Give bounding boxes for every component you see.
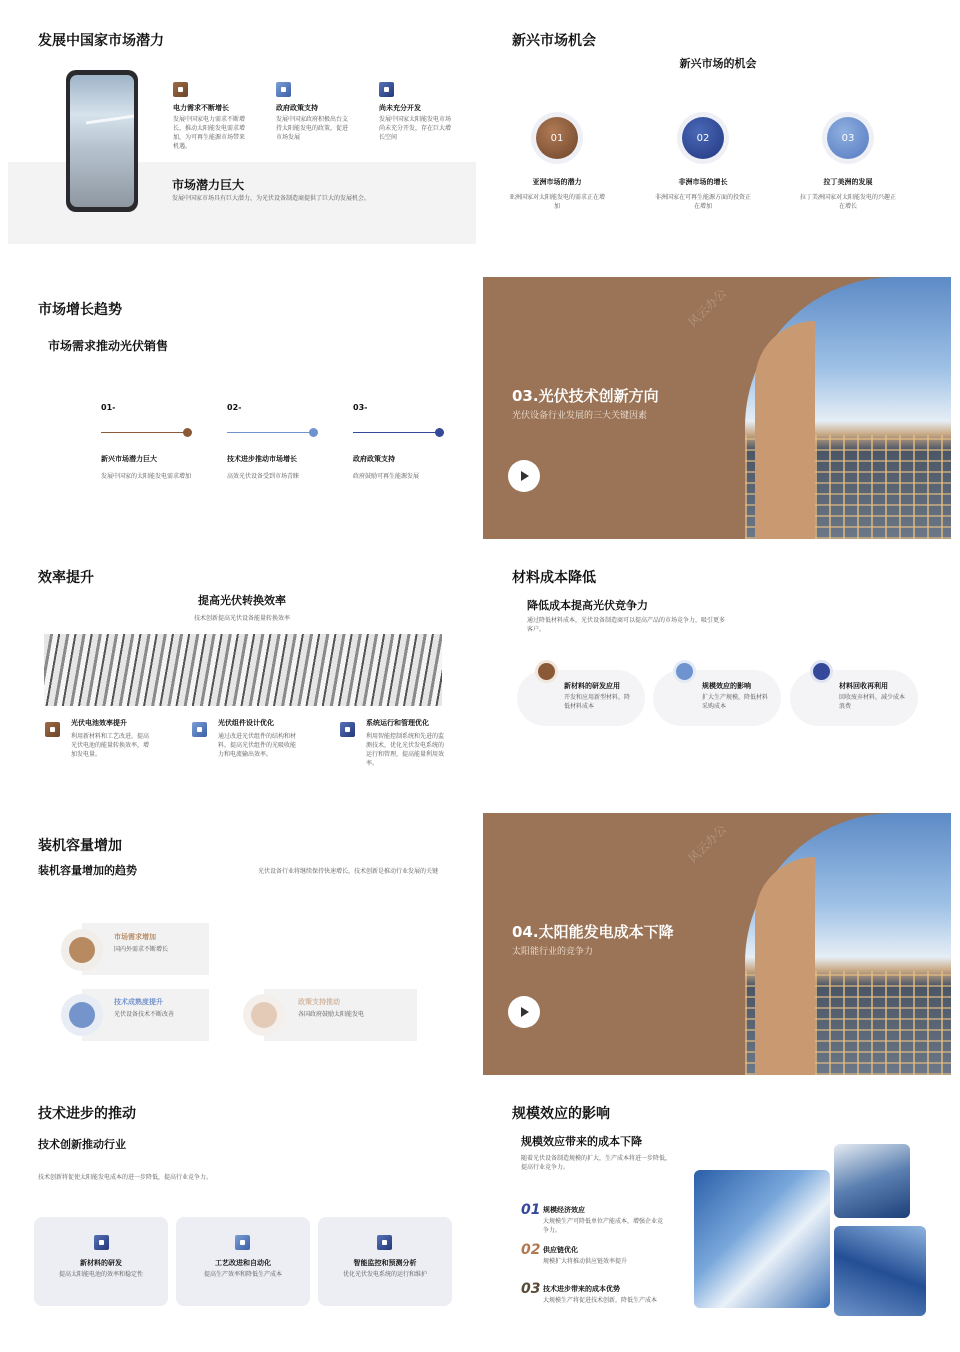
item-title: 光伏组件设计优化 (218, 719, 274, 727)
card-title: 技术成熟度提升 (114, 998, 163, 1006)
card-text: 提高太阳能电池的效率和稳定性 (58, 1271, 143, 1278)
slide-title: 装机容量增加 (38, 838, 122, 854)
item-title: 拉丁美洲的发展 (823, 178, 873, 186)
item-text: 拉丁美洲国家对太阳能发电的兴趣正在增长 (799, 194, 896, 210)
slide-desc: 通过降低材料成本，光伏设备制造商可以提高产品的市场竞争力，吸引更多客户。 (527, 617, 726, 633)
slide-subtitle: 新兴市场的机会 (679, 57, 757, 70)
step-text: 大规模生产可降低单位产能成本，增强企业竞争力。 (543, 1218, 664, 1234)
factory-icon (173, 82, 188, 97)
item-text: 通过改进光伏组件的结构和材料，提高光伏组件的光吸收能力和电流输出效率。 (218, 733, 297, 758)
card-title: 智能监控和预测分析 (353, 1259, 417, 1267)
box-title: 市场潜力巨大 (172, 178, 245, 192)
step-number: 01- (101, 403, 116, 412)
recycle-icon (813, 663, 830, 680)
monitor-icon (340, 722, 355, 737)
timeline-dot (435, 428, 444, 437)
play-button[interactable] (508, 996, 540, 1028)
step-number: 02 (521, 1242, 541, 1258)
card-text: 国内外需求不断增长 (114, 946, 169, 953)
step-number: 01 (521, 1202, 541, 1218)
item-text: 非洲国家在可再生能源方面的投资正在增加 (654, 194, 751, 210)
building-photo (44, 634, 442, 706)
glass-photo (834, 1226, 926, 1316)
step-title: 政府政策支持 (353, 455, 395, 463)
skyscraper-photo (694, 1170, 830, 1308)
slide-title: 发展中国家市场潜力 (38, 33, 164, 49)
card-title: 工艺改进和自动化 (215, 1259, 271, 1267)
slide-subtitle: 技术创新推动行业 (38, 1138, 126, 1151)
chat-icon (61, 929, 103, 971)
item-text: 利用智能控制系统和先进的监测技术，优化光伏发电系统的运行和管理，提高能量利用效率。 (366, 733, 445, 767)
step-title: 规模经济效应 (543, 1206, 585, 1214)
slide-scale-effect (484, 1090, 952, 1352)
item-text: 发展中国家太阳能发电市场尚未充分开发，存在巨大增长空间 (379, 116, 452, 141)
slide-material-cost (484, 554, 952, 816)
slide-title: 规模效应的影响 (512, 1106, 610, 1122)
item-text: 发展中国家政府积极出台支持太阳能发电的政策，促进市场发展 (276, 116, 349, 141)
section-title: 03.光伏技术创新方向 (512, 387, 659, 405)
slide-subtitle: 降低成本提高光伏竞争力 (527, 599, 648, 612)
card-text: 光伏设备技术不断改善 (114, 1011, 175, 1018)
document-icon (243, 994, 285, 1036)
building-photo (834, 1144, 910, 1218)
item-title: 政府政策支持 (276, 104, 318, 112)
step-text: 政府鼓励可再生能源发展 (353, 473, 420, 480)
phone-image (66, 70, 138, 212)
pill-title: 新材料的研发应用 (564, 682, 620, 690)
item-title: 电力需求不断增长 (173, 104, 229, 112)
watermark: 风云办公 (685, 285, 730, 330)
monitor-icon (377, 1235, 392, 1250)
slide-title: 市场增长趋势 (38, 302, 122, 318)
item-text: 利用新材料和工艺改进，提高光伏电池的能量转换效率，增加发电量。 (71, 733, 150, 758)
timeline-line (353, 432, 441, 433)
slide-developing-markets (8, 8, 476, 270)
timeline-dot (309, 428, 318, 437)
slide-subtitle: 市场需求推动光伏销售 (48, 339, 169, 353)
slide-installed-capacity (8, 822, 476, 1084)
card-title: 市场需求增加 (114, 933, 156, 941)
factory-icon (538, 663, 555, 680)
card-title: 政策支持推动 (298, 998, 340, 1006)
item-text: 发展中国家电力需求不断增长，推动太阳能发电需求增加，为可再生能源市场带来机遇。 (173, 116, 246, 150)
step-text: 发展中国家的太阳能发电需求增加 (101, 473, 192, 480)
tan-arch (755, 857, 815, 1075)
play-button[interactable] (508, 460, 540, 492)
pill-text: 开发和应用新型材料，降低材料成本 (564, 694, 631, 710)
item-title: 光伏电池效率提升 (71, 719, 127, 727)
box-text: 发展中国家市场具有巨大潜力，为光伏设备制造商提供了巨大的发展机会。 (172, 195, 371, 202)
section-title: 04.太阳能发电成本下降 (512, 923, 674, 941)
tool-icon (61, 994, 103, 1036)
slide-efficiency (8, 554, 476, 816)
section-slide-03 (483, 277, 951, 539)
number-badge: 03 (827, 117, 869, 159)
battery-icon (45, 722, 60, 737)
pill-title: 规模效应的影响 (702, 682, 751, 690)
module-icon (192, 722, 207, 737)
step-title: 新兴市场潜力巨大 (101, 455, 157, 463)
step-number: 03- (353, 403, 368, 412)
number-badge: 01 (536, 117, 578, 159)
slide-desc: 技术创新提高光伏设备能量转换效率 (193, 615, 290, 622)
section-slide-04 (483, 813, 951, 1075)
step-number: 03 (521, 1281, 541, 1297)
tan-arch (755, 321, 815, 539)
item-title: 尚未充分开发 (379, 104, 421, 112)
step-text: 规模扩大将推动供应链效率提升 (543, 1258, 628, 1265)
step-title: 技术进步推动市场增长 (227, 455, 297, 463)
item-title: 亚洲市场的潜力 (532, 178, 582, 186)
slide-title: 效率提升 (38, 570, 94, 586)
slide-title: 新兴市场机会 (512, 33, 596, 49)
section-subtitle: 光伏设备行业发展的三大关键因素 (512, 411, 648, 421)
slide-desc: 光伏设备行业将继续保持快速增长，技术创新是推动行业发展的关键 (258, 868, 439, 875)
target-icon (276, 82, 291, 97)
item-title: 非洲市场的增长 (678, 178, 728, 186)
slide-desc: 随着光伏设备制造规模的扩大，生产成本将进一步降低，提高行业竞争力。 (521, 1155, 672, 1171)
card-title: 新材料的研发 (80, 1259, 122, 1267)
card-text: 优化光伏发电系统的运行和维护 (342, 1271, 427, 1278)
target-icon (676, 663, 693, 680)
slide-market-growth (8, 277, 476, 539)
item-title: 系统运行和管理优化 (366, 719, 429, 727)
flask-icon (94, 1235, 109, 1250)
chart-icon (379, 82, 394, 97)
card-text: 提高生产效率和降低生产成本 (203, 1271, 282, 1278)
gear-icon (235, 1235, 250, 1250)
slide-emerging-markets (484, 8, 952, 270)
number-badge: 02 (682, 117, 724, 159)
slide-subtitle: 装机容量增加的趋势 (38, 864, 137, 877)
card-text: 各国政府鼓励太阳能发电 (298, 1011, 365, 1018)
pill-text: 扩大生产规模，降低材料采购成本 (702, 694, 769, 710)
watermark: 风云办公 (685, 821, 730, 866)
slide-subtitle: 提高光伏转换效率 (198, 594, 286, 607)
slide-subtitle: 规模效应带来的成本下降 (521, 1135, 642, 1148)
pill-title: 材料回收再利用 (839, 682, 888, 690)
pill-text: 回收废弃材料，减少成本浪费 (839, 694, 906, 710)
section-subtitle: 太阳能行业的竞争力 (512, 947, 594, 957)
slide-title: 技术进步的推动 (38, 1106, 136, 1122)
slide-title: 材料成本降低 (512, 570, 596, 586)
step-text: 大规模生产将促进技术创新，降低生产成本 (543, 1297, 658, 1304)
timeline-dot (183, 428, 192, 437)
step-text: 高效光伏设备受到市场青睐 (227, 473, 300, 480)
slide-tech-progress (8, 1090, 476, 1352)
slide-desc: 技术创新将促使太阳能发电成本的进一步降低，提高行业竞争力。 (38, 1174, 213, 1181)
step-title: 供应链优化 (543, 1246, 578, 1254)
step-title: 技术进步带来的成本优势 (543, 1285, 620, 1293)
item-text: 亚洲国家对太阳能发电的需求正在增加 (508, 194, 605, 210)
timeline-line (101, 432, 189, 433)
timeline-line (227, 432, 315, 433)
step-number: 02- (227, 403, 242, 412)
